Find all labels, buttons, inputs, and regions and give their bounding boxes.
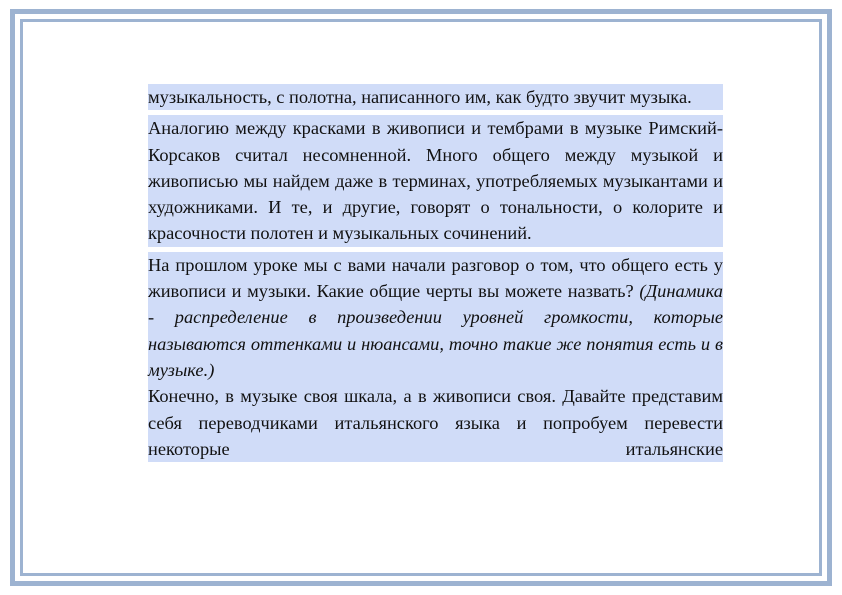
paragraph-3-italic-note: (Динамика - распределение в произведении уровней громкости, которые называются оттенками и нюансами, точно такие же понятия есть и в музыке.) (148, 281, 723, 380)
paragraph-1 (148, 84, 723, 110)
paragraph-3 (148, 252, 723, 383)
paragraph-1-text: музыкальность, с полотна, написанного им, как будто звучит музыка. (148, 87, 692, 107)
paragraph-2-text: Аналогию между красками в живописи и тембрами в музыке Римский-Корсаков считал несомненной. Много общего между музыкой и живописью мы найдем даже в терминах, употребляемых музыкантами и художниками. И те, и другие, говорят о тональности, о колорите и красочности полотен и музыкальных сочинений. (148, 118, 723, 244)
paragraph-2 (148, 115, 723, 246)
text-block (148, 84, 723, 462)
paragraph-3-text: На прошлом уроке мы с вами начали разговор о том, что общего есть у живописи и музыки. Какие общие черты вы можете назвать? (148, 254, 723, 302)
paragraph-4-text: Конечно, в музыке своя шкала, а в живописи своя. Давайте представим себя переводчиками итальянского языка и попробуем перевести некоторые итальянские (148, 386, 723, 459)
paragraph-4 (148, 383, 723, 462)
